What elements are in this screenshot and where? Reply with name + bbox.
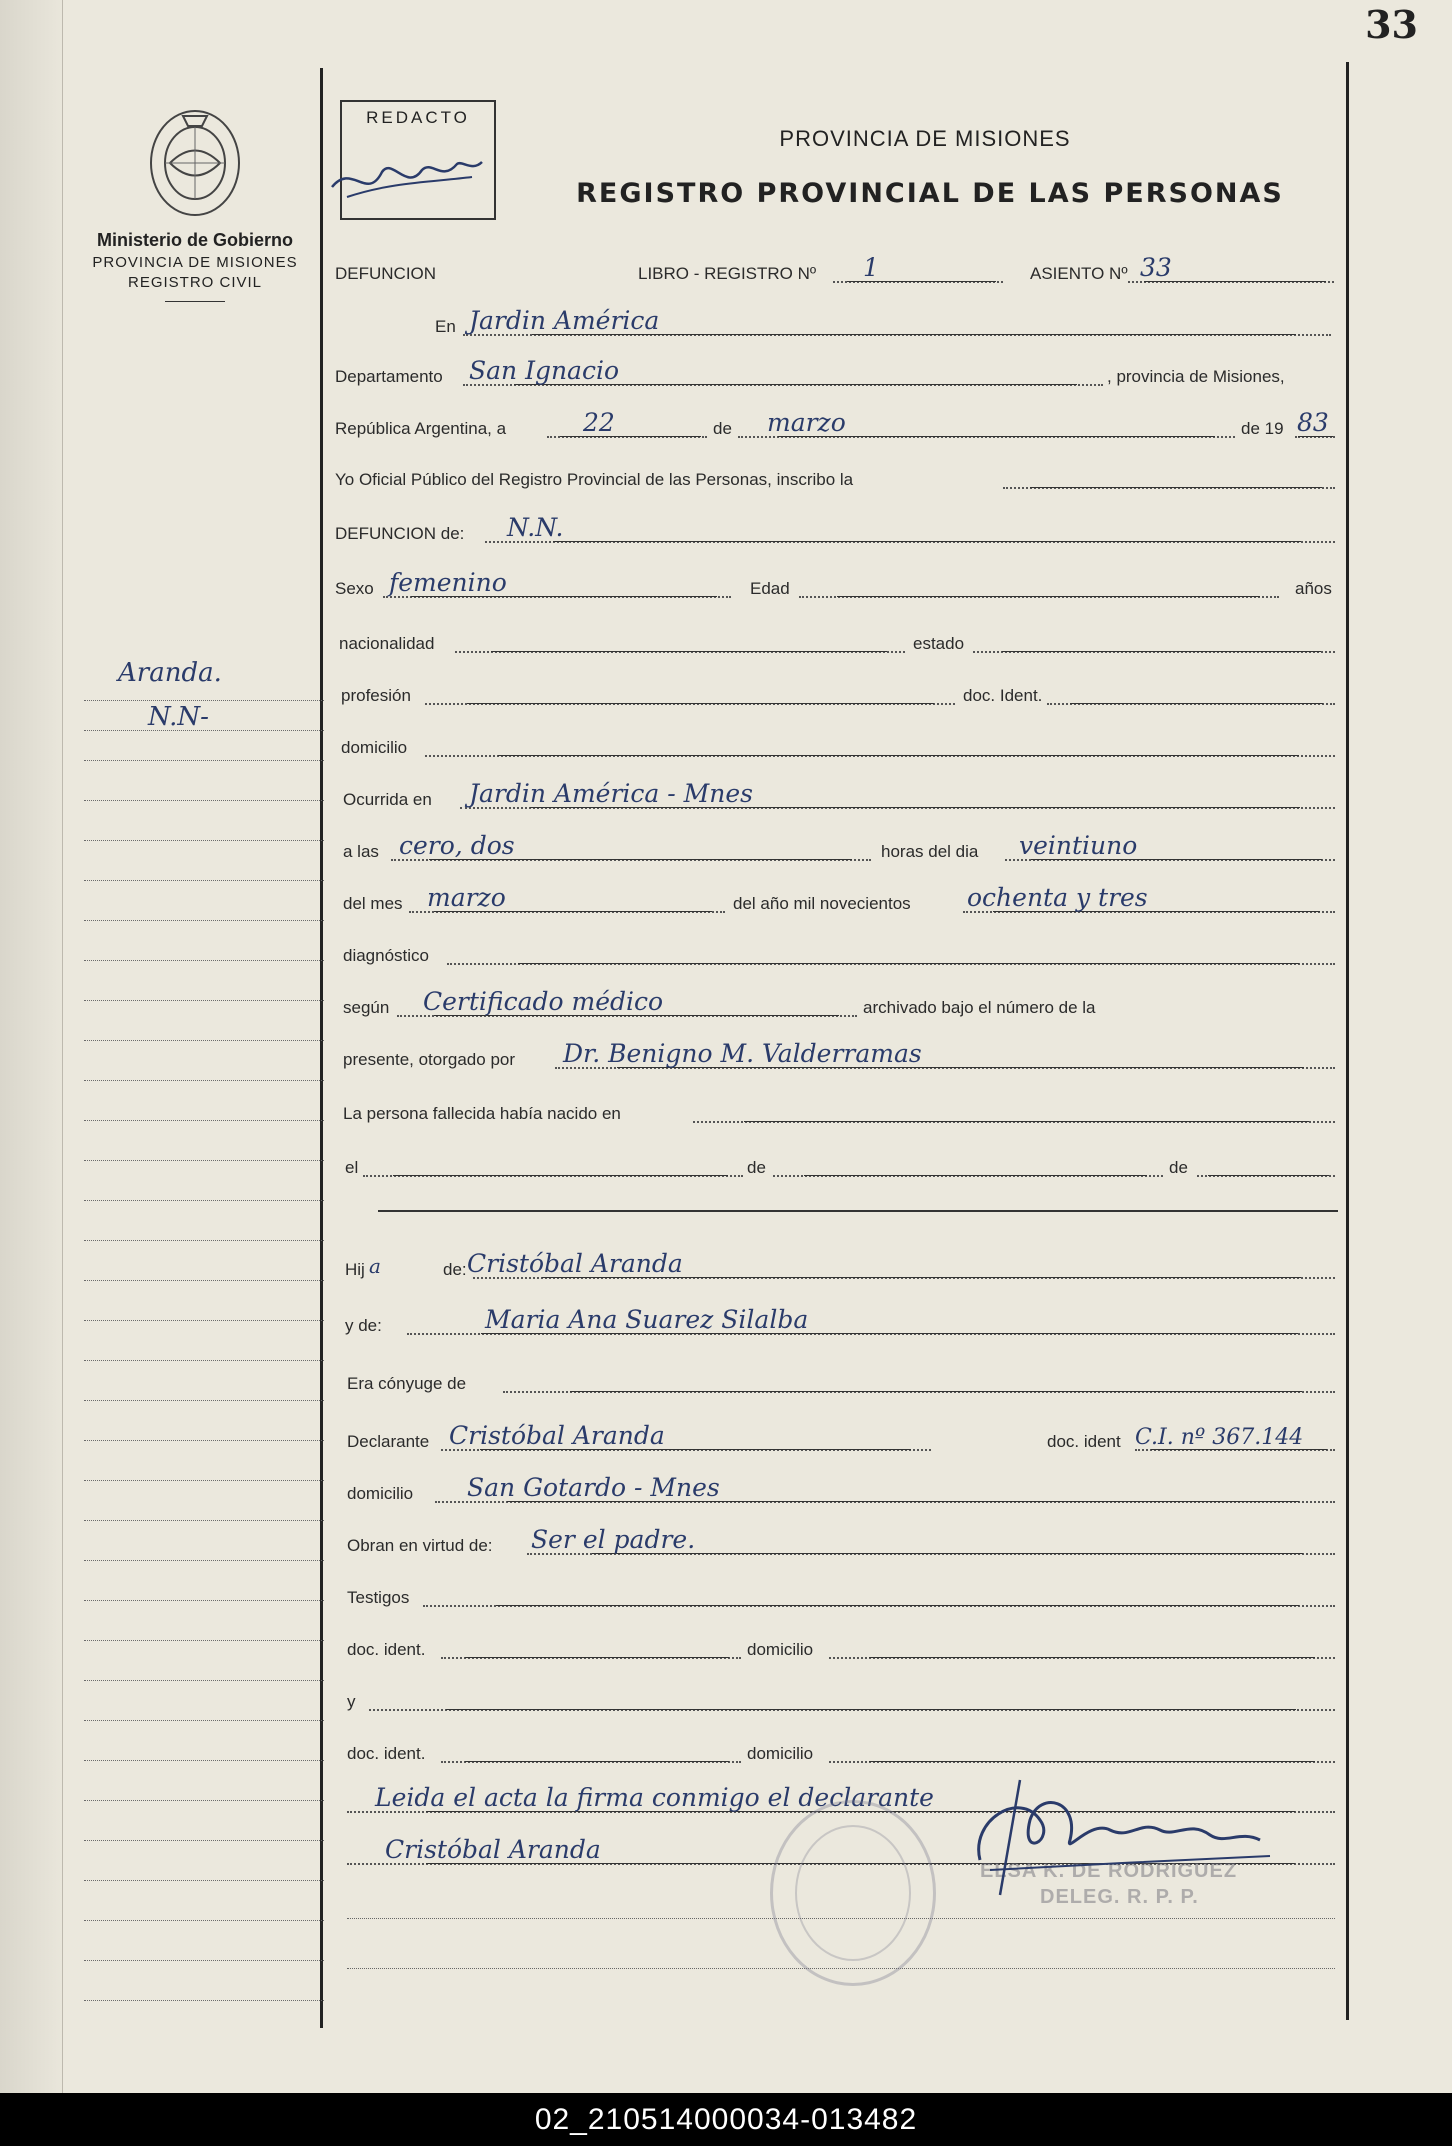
row-nacido [335,1092,1338,1132]
label-el: el [345,1158,359,1177]
label-republica: República Argentina, a [335,419,507,438]
row-obran [335,1524,1338,1564]
closing-line-1: Leida el acta la firma conmigo el declarante [375,1783,934,1812]
row-conyuge [335,1362,1338,1402]
fill-libro [833,281,1003,283]
label-sexo: Sexo [335,579,374,598]
value-departamento: San Ignacio [469,356,620,385]
label-hija-de: de: [443,1260,467,1279]
ministry-name: Ministerio de Gobierno [96,230,293,250]
label-testigos: Testigos [347,1588,410,1607]
label-declarante: Declarante [347,1432,430,1451]
page-number: 33 [1365,2,1418,47]
row-y [335,1680,1338,1720]
label-hija: Hij [345,1260,365,1279]
separator-line [378,1210,1338,1212]
fill-conyuge [503,1391,1335,1393]
redacto-box [340,100,496,220]
row-diagnostico [335,934,1338,974]
row-hija [335,1248,1338,1288]
label-de1: de [747,1158,766,1177]
row-segun [335,986,1338,1026]
label-nacionalidad: nacionalidad [339,634,435,653]
fill-doc-ident [1047,703,1335,705]
label-defuncion: DEFUNCION [335,264,437,283]
value-padre: Cristóbal Aranda [467,1249,683,1278]
fill-y [369,1709,1335,1711]
value-presente: Dr. Benigno M. Valderramas [563,1039,922,1068]
label-defuncion-de: DEFUNCION de: [335,524,465,543]
label-archivado: archivado bajo el número de la [863,998,1096,1017]
row-del-mes [335,882,1338,922]
label-provincia: , provincia de Misiones, [1107,367,1285,386]
fill-nacionalidad [455,651,905,653]
row-ocurrida [335,778,1338,818]
row-testigos [335,1576,1338,1616]
redacto-signature [322,142,492,212]
book-gutter [0,0,63,2093]
official-signature [960,1760,1280,1900]
value-del-mes: marzo [427,883,506,912]
value-dia: 22 [583,408,615,437]
label-yo-oficial: Yo Oficial Público del Registro Provincial de las Personas, inscribo la [335,470,854,489]
fill-defuncion-de [485,541,1335,543]
fill-edad [799,596,1279,598]
label-y-de: y de: [345,1316,382,1335]
value-ocurrida: Jardin América - Mnes [469,779,753,808]
label-anos: años [1295,579,1332,598]
registry-stamp [770,1800,936,1986]
label-del-anio: del año mil novecientos [733,894,911,913]
row-domicilio [335,726,1338,766]
row-nacionalidad [335,622,1338,662]
value-segun: Certificado médico [423,987,664,1016]
label-diagnostico: diagnóstico [343,946,430,965]
label-edad: Edad [750,579,790,598]
value-anio: 83 [1297,408,1329,437]
label-domicilio1: domicilio [747,1640,814,1659]
ministry-rule [165,301,225,302]
row-el [335,1146,1338,1186]
row-libro [335,252,1338,292]
row-yo-oficial [335,458,1338,498]
right-vertical-rule [1346,62,1349,2020]
fill-doc-ident2 [441,1761,741,1763]
title-registry: REGISTRO PROVINCIAL DE LAS PERSONAS [576,178,1284,209]
left-vertical-rule [320,68,323,2028]
label-ocurrida: Ocurrida en [343,790,432,809]
value-mes: marzo [767,408,846,437]
closing-line-2: Cristóbal Aranda [385,1835,601,1864]
value-defuncion-de: N.N. [507,513,564,542]
coat-of-arms-icon [148,108,242,218]
label-declarante-doc: doc. ident [1047,1432,1121,1451]
label-obran: Obran en virtud de: [347,1536,493,1555]
label-doc-ident: doc. Ident. [963,686,1043,705]
label-estado: estado [913,634,965,653]
row-declarante-domicilio [335,1472,1338,1512]
label-de: de [713,419,732,438]
redacto-label: REDACTO [366,108,470,127]
label-doc-ident1: doc. ident. [347,1640,426,1659]
label-domicilio2: domicilio [747,1744,814,1763]
row-profesion [335,674,1338,714]
title-province: PROVINCIA DE MISIONES [779,126,1071,151]
label-del-mes: del mes [343,894,403,913]
value-asiento: 33 [1140,253,1172,282]
fill-estado [973,651,1335,653]
label-domicilio: domicilio [341,738,408,757]
fill-yo-oficial [1003,487,1335,489]
seal-name: ELSA K. DE RODRIGUEZ [980,1860,1238,1882]
footer-id: 02_210514000034-013482 [0,2093,1452,2146]
fill-dia [547,436,707,438]
value-obran: Ser el padre. [531,1525,696,1554]
label-doc-ident2: doc. ident. [347,1744,426,1763]
label-segun: según [343,998,390,1017]
label-en: En [435,317,456,336]
seal-role: DELEG. R. P. P. [1040,1886,1199,1908]
value-declarante-doc: C.I. nº 367.144 [1135,1425,1304,1450]
row-y-de [335,1304,1338,1344]
label-presente: presente, otorgado por [343,1050,516,1069]
row-en [335,305,1338,345]
ministry-header [70,230,320,302]
label-asiento: ASIENTO Nº [1030,264,1128,283]
row-testigo1 [335,1628,1338,1668]
fill-testigos [423,1605,1335,1607]
row-declarante [335,1420,1338,1460]
fill-de2 [1197,1175,1335,1177]
row-presente [335,1038,1338,1078]
value-declarante-domicilio: San Gotardo - Mnes [467,1473,720,1502]
value-declarante: Cristóbal Aranda [449,1421,665,1450]
label-nacido: La persona fallecida había nacido en [343,1104,621,1123]
label-a-las: a las [343,842,379,861]
label-y: y [347,1692,356,1711]
row-a-las [335,830,1338,870]
row-departamento [335,355,1338,395]
fill-profesion [425,703,955,705]
label-libro: LIBRO - REGISTRO Nº [638,264,817,283]
value-horas: veintiuno [1019,831,1138,860]
fill-diagnostico [447,963,1335,965]
value-en: Jardin América [469,306,660,335]
label-horas: horas del dia [881,842,979,861]
fill-nacido [693,1121,1335,1123]
label-conyuge: Era cónyuge de [347,1374,467,1393]
row-republica [335,407,1338,447]
ministry-province: PROVINCIA DE MISIONES [92,254,298,271]
label-departamento: Departamento [335,367,443,386]
fill-doc-ident1 [441,1657,741,1659]
ministry-registry: REGISTRO CIVIL [127,274,263,291]
fill-domicilio [425,755,1335,757]
fill-de1 [773,1175,1163,1177]
value-hija-suffix: a [369,1254,381,1278]
value-del-anio: ochenta y tres [967,883,1148,912]
value-madre: Maria Ana Suarez Silalba [485,1305,809,1334]
margin-note-name: N.N- [148,702,209,732]
value-libro: 1 [863,253,879,282]
label-de2: de [1169,1158,1188,1177]
fill-domicilio1 [829,1657,1335,1659]
row-sexo [335,567,1338,607]
value-sexo: femenino [389,568,507,597]
value-a-las: cero, dos [399,831,515,860]
label-profesion: profesión [341,686,411,705]
margin-note-surname: Aranda. [118,658,222,688]
row-defuncion-de [335,512,1338,552]
label-de19: de 19 [1241,419,1284,438]
label-declarante-domicilio: domicilio [347,1484,414,1503]
fill-el [363,1175,743,1177]
